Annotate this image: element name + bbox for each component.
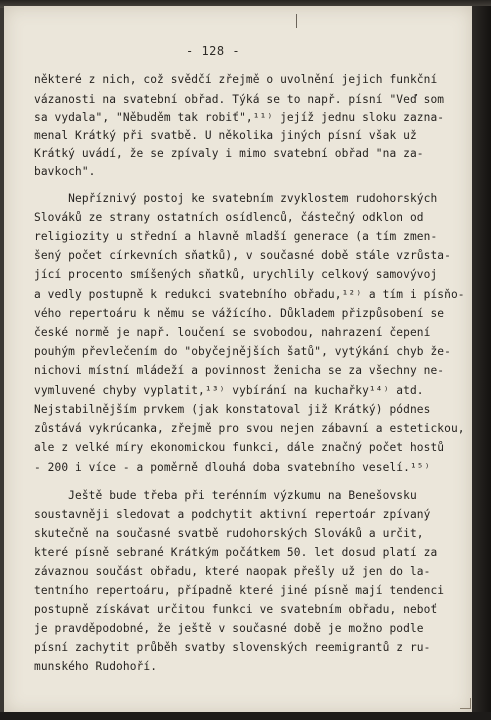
text-line: české normě je např. loučení se svobodou, nahrazení čepení bbox=[34, 326, 431, 339]
scan-right-edge bbox=[472, 6, 491, 720]
page-corner-mark bbox=[460, 698, 471, 709]
text-line: menal Krátký při svatbě. U několika jiných písní však už bbox=[34, 129, 417, 142]
text-line: pouhým převlečením do "obyčejnějších šatů", vytýkání chyb že- bbox=[34, 345, 451, 358]
text-line: nichovi místní mládeží a povinnost ženicha se za všechny ne- bbox=[34, 364, 445, 377]
text-line: které písně sebrané Krátkým počátkem 50. let dosud platí za bbox=[34, 546, 438, 559]
text-line: Nejstabilnějším prvkem (jak konstatoval již Krátký) pódnes bbox=[34, 403, 431, 416]
text-line: je pravděpodobné, že ještě v současné době je možno podle bbox=[34, 622, 424, 635]
text-line: vázanosti na svatební obřad. Týká se to např. písní "Veď som bbox=[34, 93, 445, 106]
text-line: vého repertoáru k němu se vážícího. Důkladem přizpůsobení se bbox=[34, 307, 445, 320]
text-line: písní zachytit průběh svatby slovenských reemigrantů z ru- bbox=[34, 641, 431, 654]
scan-bottom-edge bbox=[0, 712, 491, 720]
text-line: šený počet církevních sňatků), v současné době stále vzrůsta- bbox=[34, 249, 451, 262]
text-line: a vedly postupně k redukci svatebního obřadu,¹²⁾ a tím i písňo- bbox=[34, 288, 465, 301]
text-line: munského Rudohoří. bbox=[34, 660, 158, 673]
text-line: tentního repertoáru, případně které jiné písně mají tendenci bbox=[34, 584, 445, 597]
text-line: Nepříznivý postoj ke svatebním zvyklostem rudohorských bbox=[34, 192, 438, 205]
text-line: Krátký uvádí, že se zpívaly i mimo svatební obřad "na za- bbox=[34, 147, 424, 160]
margin-tick-mark bbox=[296, 14, 297, 28]
text-line: skutečně na současné svatbě rudohorských Slováků a určit, bbox=[34, 527, 424, 540]
text-line: sa vydala", "Něbuděm tak robiť",¹¹⁾ jejíž jednu sloku zazna- bbox=[34, 111, 445, 124]
text-line: jící procento smíšených sňatků, urychlily celkový samovývoj bbox=[34, 268, 438, 281]
text-line: závaznou součást obřadu, které naopak přešly už jen do la- bbox=[34, 565, 431, 578]
text-line: religiozity u střední a hlavně mladší generace (a tím zmen- bbox=[34, 230, 438, 243]
text-line: vymluvené chyby vyplatit,¹³⁾ vybírání na kuchařky¹⁴⁾ atd. bbox=[34, 384, 424, 397]
text-line: - 200 i více - a poměrně dlouhá doba svatebního veselí.¹⁵⁾ bbox=[34, 461, 431, 474]
text-line: některé z nich, což svědčí zřejmě o uvolnění jejich funkční bbox=[34, 73, 438, 86]
text-line: bavkoch". bbox=[34, 165, 96, 178]
text-line: zůstává vykrúcanka, zřejmě pro svou nejen zábavní a estetickou, bbox=[34, 422, 465, 435]
text-line: soustavněji sledovat a podchytit aktivní repertoár zpívaný bbox=[34, 508, 431, 521]
text-line: postupně získávat určitou funkci ve svatebním obřadu, neboť bbox=[34, 603, 438, 616]
text-line: Slováků ze strany ostatních osídlenců, částečný odklon od bbox=[34, 211, 424, 224]
text-line: Ještě bude třeba při terénním výzkumu na Benešovsku bbox=[34, 489, 417, 502]
text-line: ale z velké míry ekonomickou funkci, dále značný počet hostů bbox=[34, 441, 445, 454]
page-number: - 128 - bbox=[186, 44, 241, 58]
